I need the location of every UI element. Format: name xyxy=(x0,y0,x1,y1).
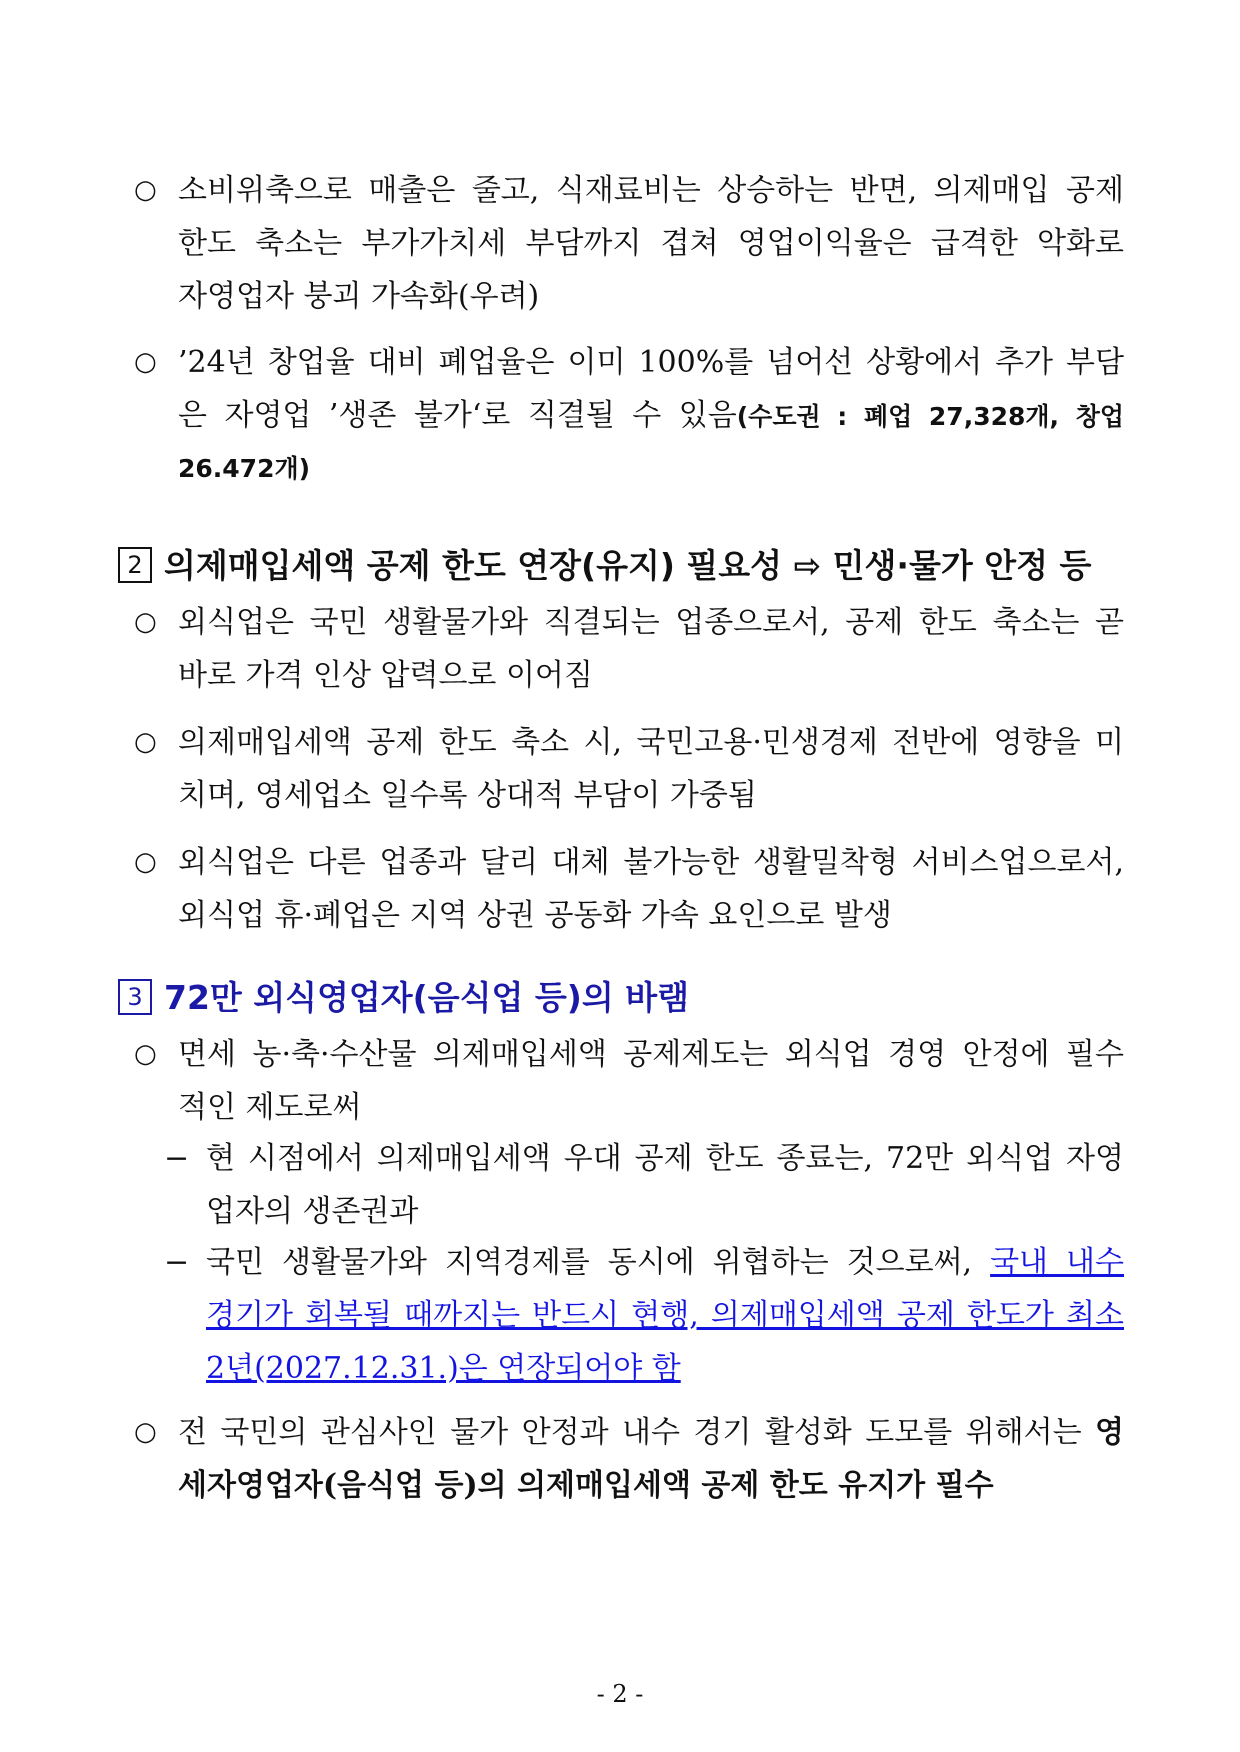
dash-marker: − xyxy=(164,1245,190,1280)
bullet-paragraph-closure-rate xyxy=(134,336,1124,495)
bullet-marker: ○ xyxy=(134,607,157,637)
bullet-marker: ○ xyxy=(134,347,157,377)
paragraph-line: 바로 가격 인상 압력으로 이어짐 xyxy=(178,658,593,693)
bullet-paragraph-conclusion xyxy=(134,1406,1124,1512)
paragraph-line xyxy=(206,1342,1124,1395)
statistics-note: (수도권 : 폐업 27,328개, 창업 xyxy=(736,402,1124,431)
paragraph-line xyxy=(178,1406,1124,1459)
dash-marker: − xyxy=(164,1141,190,1176)
emphasis-underlined: 2년(2027.12.31.)은 연장되어야 함 xyxy=(206,1351,681,1386)
bullet-paragraph-living-prices xyxy=(134,596,1124,702)
paragraph-line: 한도 축소는 부가가치세 부담까지 겹쳐 영업이익율은 급격한 악화로 xyxy=(178,226,1124,261)
paragraph-text: 전 국민의 관심사인 물가 안정과 내수 경기 활성화 도모를 위해서는 xyxy=(178,1415,1096,1450)
paragraph-line: 자영업자 붕괴 가속화(우려) xyxy=(178,279,540,314)
bullet-paragraph-sales-decline xyxy=(134,164,1124,323)
emphasis-bold: 세자영업자(음식업 등)의 의제매입세액 공제 한도 유지가 필수 xyxy=(178,1468,994,1503)
bullet-paragraph-local-commerce xyxy=(134,836,1124,942)
emphasis-underlined: 경기가 회복될 때까지는 반드시 현행, 의제매입세액 공제 한도가 최소 xyxy=(206,1298,1124,1333)
bullet-marker: ○ xyxy=(134,1039,157,1069)
dash-item-extension-request xyxy=(134,1236,1124,1395)
paragraph-line: 적인 제도로써 xyxy=(178,1090,362,1125)
paragraph-line: 업자의 생존권과 xyxy=(206,1194,419,1229)
paragraph-line: ’24년 창업율 대비 폐업율은 이미 100%를 넘어선 상황에서 추가 부담 xyxy=(178,345,1124,380)
section-heading-2 xyxy=(118,538,1128,594)
bullet-marker: ○ xyxy=(134,1417,157,1447)
section-title: 72만 외식영업자(음식업 등)의 바램 xyxy=(164,978,689,1017)
paragraph-line: 외식업은 다른 업종과 달리 대체 불가능한 생활밀착형 서비스업으로서, xyxy=(178,845,1124,880)
paragraph-text: 국민 생활물가와 지역경제를 동시에 위협하는 것으로써, xyxy=(206,1245,991,1280)
bullet-paragraph-employment-impact xyxy=(134,716,1124,822)
paragraph-line: 치며, 영세업소 일수록 상대적 부담이 가중됨 xyxy=(178,778,757,813)
paragraph-line: 의제매입세액 공제 한도 축소 시, 국민고용·민생경제 전반에 영향을 미 xyxy=(178,725,1124,760)
emphasis-bold: 영 xyxy=(1095,1415,1124,1450)
statistics-note-continued: 26.472개) xyxy=(178,454,311,483)
dash-item-survival xyxy=(134,1132,1124,1238)
section-heading-3 xyxy=(118,970,1128,1026)
section-number-box: 3 xyxy=(118,979,152,1015)
bullet-paragraph-tax-credit-system xyxy=(134,1028,1124,1134)
paragraph-line: 외식업 휴·폐업은 지역 상권 공동화 가속 요인으로 발생 xyxy=(178,898,892,933)
paragraph-line: 소비위축으로 매출은 줄고, 식재료비는 상승하는 반면, 의제매입 공제 xyxy=(178,173,1124,208)
bullet-marker: ○ xyxy=(134,847,157,877)
bullet-marker: ○ xyxy=(134,727,157,757)
paragraph-line: 현 시점에서 의제매입세액 우대 공제 한도 종료는, 72만 외식업 자영 xyxy=(206,1141,1124,1176)
paragraph-line xyxy=(206,1236,1124,1289)
section-title: 의제매입세액 공제 한도 연장(유지) 필요성 ⇨ 민생·물가 안정 등 xyxy=(164,546,1092,585)
paragraph-text: 은 자영업 ’생존 불가‘로 직결될 수 있음 xyxy=(178,398,737,433)
section-number-box: 2 xyxy=(118,547,152,583)
bullet-marker: ○ xyxy=(134,175,157,205)
paragraph-line: 외식업은 국민 생활물가와 직결되는 업종으로서, 공제 한도 축소는 곧 xyxy=(178,605,1124,640)
paragraph-line: 면세 농·축·수산물 의제매입세액 공제제도는 외식업 경영 안정에 필수 xyxy=(178,1037,1124,1072)
emphasis-underlined: 국내 내수 xyxy=(990,1245,1124,1280)
paragraph-line xyxy=(178,389,1124,443)
page-number: - 2 - xyxy=(596,1680,644,1708)
